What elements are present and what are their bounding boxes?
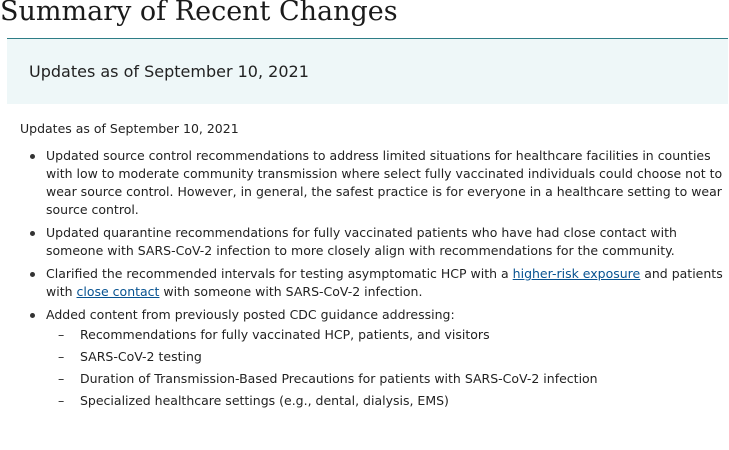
sub-list-item: – SARS-CoV-2 testing [46,348,726,366]
list-item [20,265,726,301]
list-item-text: Added content from previously posted CDC guidance addressing: [46,307,455,322]
close-contact-link[interactable]: close contact [76,284,160,299]
sub-list [46,326,726,410]
list-item [20,306,726,410]
sub-list-item: – Recommendations for fully vaccinated HCP, patients, and visitors [46,326,726,344]
page-title: Summary of Recent Changes [0,0,398,27]
sub-list-item: – Duration of Transmission-Based Precautions for patients with SARS-CoV-2 infection [46,370,726,388]
list-item-text: Updated quarantine recommendations for fully vaccinated patients who have had close contact with someone with SARS-CoV-2 infection to more closely align with recommendations for the community. [46,225,677,258]
list-item [20,147,726,219]
accordion-header[interactable] [7,38,728,104]
list-item [20,224,726,260]
accordion-content [20,120,726,415]
accordion-header-text: Updates as of September 10, 2021 [29,62,309,81]
sub-list-item: – Specialized healthcare settings (e.g., dental, dialysis, EMS) [46,392,726,410]
list-item-text-part: and patients with [46,266,723,299]
list-item-text: Updated source control recommendations to address limited situations for healthcare facilities in counties with low to moderate community transmission where select fully vaccinated individuals could choose not to wear source control. However, in general, the safest practice is for everyone in a healthcare setting to wear source control. [46,148,723,217]
list-item-text-part: with someone with SARS-CoV-2 infection. [159,284,423,299]
content-intro: Updates as of September 10, 2021 [20,121,239,136]
updates-accordion [7,38,728,104]
list-item-text-part: Clarified the recommended intervals for testing asymptomatic HCP with a [46,266,513,281]
updates-list [20,147,726,410]
higher-risk-exposure-link[interactable]: higher-risk exposure [512,266,641,281]
